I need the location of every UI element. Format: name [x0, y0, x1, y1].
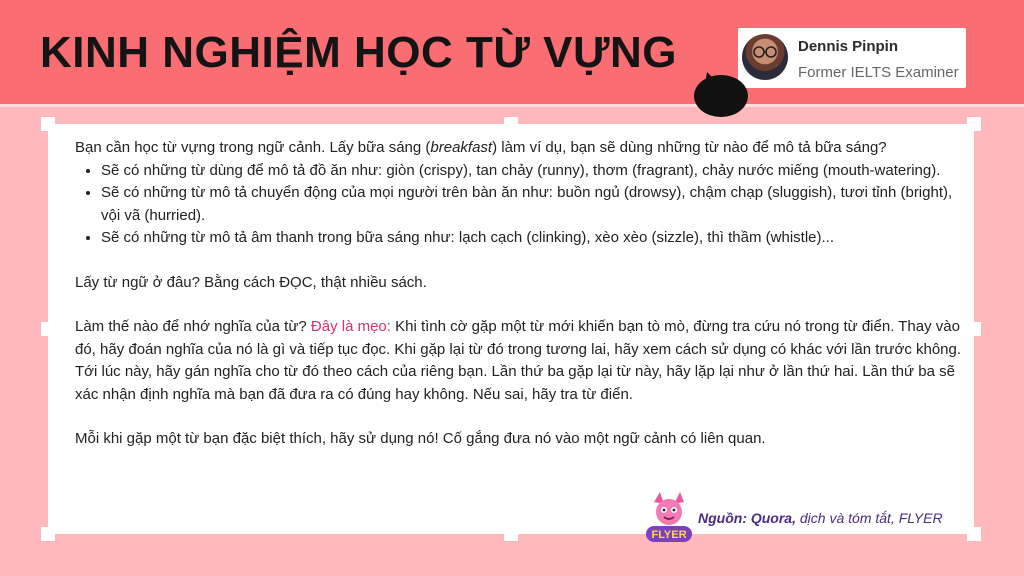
source-credit	[698, 510, 943, 526]
source-note: dịch và tóm tắt, FLYER	[796, 510, 943, 526]
resize-handle	[41, 322, 55, 336]
intro-text: Bạn cần học từ vựng trong ngữ cảnh. Lấy bữa sáng (	[75, 139, 431, 156]
reading-paragraph: Lấy từ ngữ ở đâu? Bằng cách ĐỌC, thật nhiều sách.	[75, 273, 427, 291]
intro-text-end: ) làm ví dụ, bạn sẽ dùng những từ nào để mô tả bữa sáng?	[492, 139, 887, 156]
intro-paragraph	[75, 137, 965, 160]
header-divider	[0, 104, 1024, 107]
resize-handle	[504, 527, 518, 541]
usage-paragraph: Mỗi khi gặp một từ bạn đặc biệt thích, hãy sử dụng nó! Cố gắng đưa nó vào một ngữ cảnh có liên quan.	[75, 430, 766, 447]
author-role: Former IELTS Examiner	[798, 64, 959, 81]
page-title: KINH NGHIỆM HỌC TỪ VỰNG	[40, 28, 677, 77]
author-name: Dennis Pinpin	[798, 38, 899, 55]
tip-paragraph	[75, 316, 965, 406]
flyer-mascot-icon	[640, 490, 698, 548]
resize-handle	[967, 322, 981, 336]
resize-handle	[41, 527, 55, 541]
source-footer	[640, 490, 970, 550]
source-label: Nguồn: Quora,	[698, 510, 796, 526]
resize-handle	[41, 117, 55, 131]
resize-handle	[967, 117, 981, 131]
tip-label: Đây là mẹo:	[310, 318, 391, 335]
list-item: • Sẽ có những từ mô tả âm thanh trong bữa sáng như: lạch cạch (clinking), xèo xèo (sizzle), thì thầm (whistle)...	[101, 227, 965, 250]
tip-question: Làm thế nào để nhớ nghĩa của từ?	[75, 318, 311, 335]
list-item: • Sẽ có những từ mô tả chuyển động của mọi người trên bàn ăn như: buồn ngủ (drowsy), chậm chạp (sluggish), tươi tỉnh (bright), vội vã (hurried).	[101, 182, 965, 227]
tip-body: Khi tình cờ gặp một từ mới khiến bạn tò mò, đừng tra cứu nó trong từ điển. Thay vào đó, hãy đoán nghĩa của nó là gì và tiếp tục đọc. Khi gặp lại từ đó trong tương lai, hãy xem cách sử dụng có khác với lần trước không. Tới lúc này, hãy gán nghĩa cho từ đó theo cách của riêng bạn. Lần thứ ba gặp lại từ này, hãy lặp lại như ở lần thứ hai. Lần thứ ba sẽ xác nhận định nghĩa mà bạn đã đưa ra có đúng hay không. Nếu sai, hãy tra từ điển.	[75, 318, 962, 403]
mascot-label: FLYER	[651, 529, 687, 541]
intro-emphasis: breakfast	[430, 139, 493, 156]
speech-bubble-icon	[693, 72, 753, 120]
author-card	[738, 28, 966, 88]
example-list	[75, 160, 965, 250]
list-item: • Sẽ có những từ dùng để mô tả đồ ăn như: giòn (crispy), tan chảy (runny), thơm (fragrant), chảy nước miếng (mouth-watering).	[101, 160, 965, 183]
article-body	[75, 137, 965, 451]
resize-handle	[504, 117, 518, 131]
